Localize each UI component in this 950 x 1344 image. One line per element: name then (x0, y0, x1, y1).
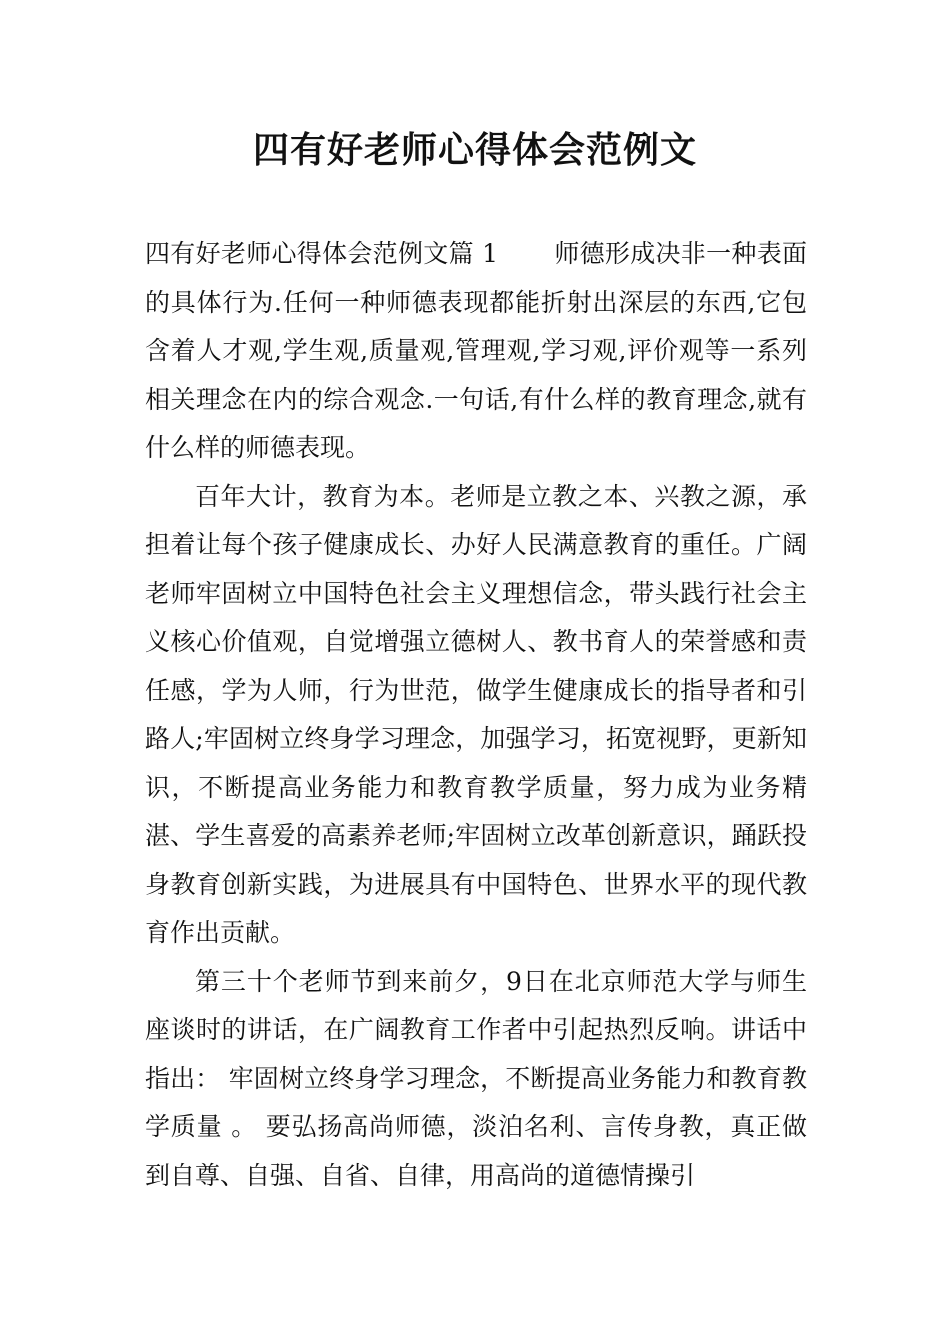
document-body (145, 230, 807, 1200)
document-title: 四有好老师心得体会范例文 (252, 129, 697, 171)
paragraph-1-text: 师德形成决非一种表面的具体行为.任何一种师德表现都能折射出深层的东西,它包含着人才观,学生观,质量观,管理观,学习观,评价观等一系列相关理念在内的综合观念.一句话,有什么样的教育理念,就有什么样的师德表现。 (145, 239, 807, 462)
paragraph-2: 百年大计，教育为本。老师是立教之本、兴教之源，承担着让每个孩子健康成长、办好人民满意教育的重任。广阔老师牢固树立中国特色社会主义理想信念，带头践行社会主义核心价值观，自觉增强立德树人、教书育人的荣誉感和责任感，学为人师，行为世范，做学生健康成长的指导者和引路人;牢固树立终身学习理念，加强学习，拓宽视野，更新知识，不断提高业务能力和教育教学质量，努力成为业务精湛、学生喜爱的高素养老师;牢固树立改革创新意识，踊跃投身教育创新实践，为进展具有中国特色、世界水平的现代教育作出贡献。 (145, 481, 807, 947)
paragraph-1-lead: 四有好老师心得体会范例文篇 1 (145, 239, 499, 268)
paragraph-3: 第三十个老师节到来前夕，9日在北京师范大学与师生座谈时的讲话，在广阔教育工作者中引起热烈反响。讲话中指出： 牢固树立终身学习理念，不断提高业务能力和教育教学质量 。 要弘扬高尚师德，淡泊名利、言传身教，真正做到自尊、自强、自省、自律，用高尚的道德情操引 (145, 966, 807, 1190)
paragraph-1 (145, 230, 807, 473)
